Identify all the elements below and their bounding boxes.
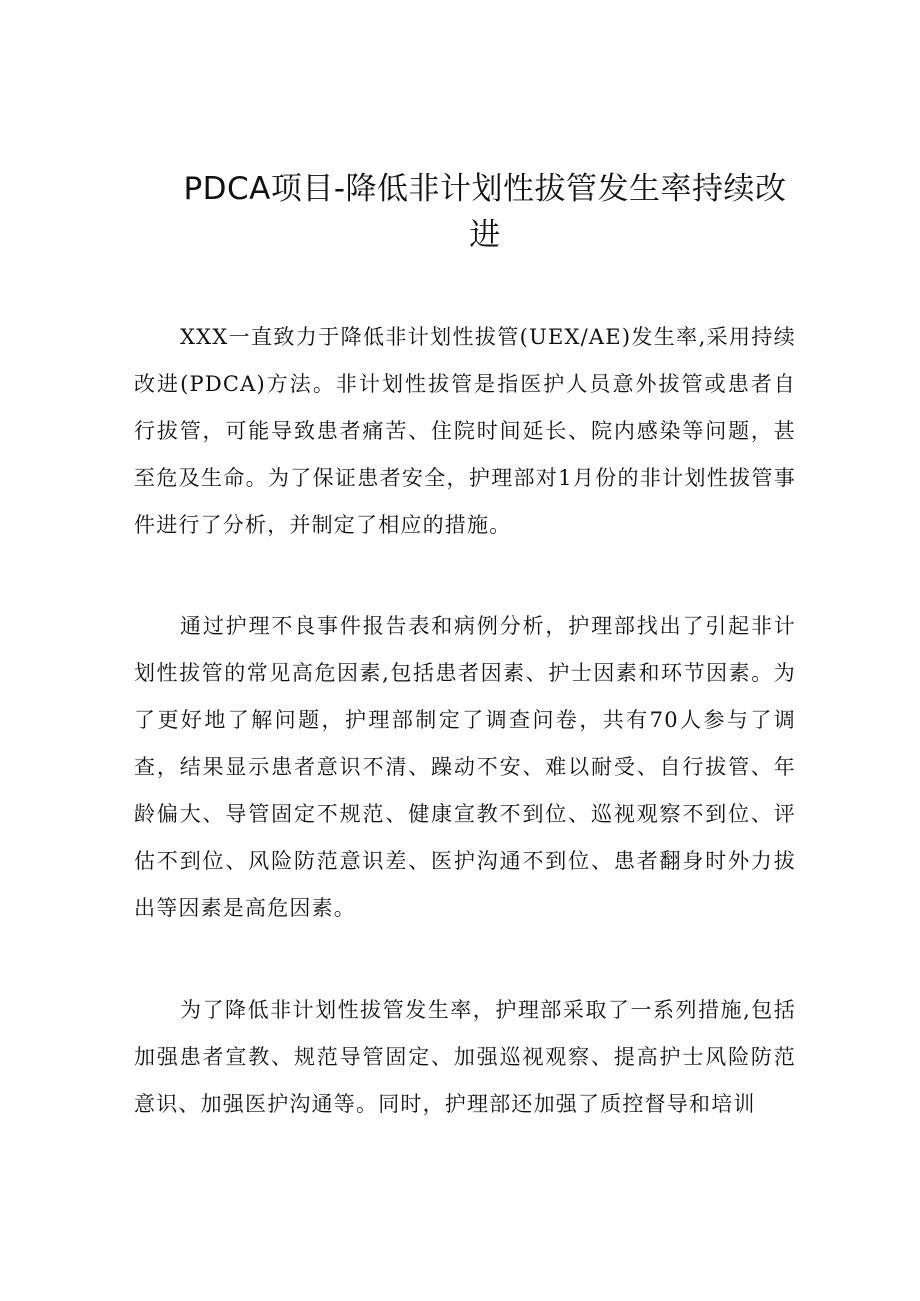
paragraph-analysis: 通过护理不良事件报告表和病例分析，护理部找出了引起非计划性拔管的常见高危因素,包括患者因素、护士因素和环节因素。为了更好地了解问题，护理部制定了调查问卷，共有70人参与了调查，结果显示患者意识不清、躁动不安、难以耐受、自行拔管、年龄偏大、导管固定不规范、健康宣教不到位、巡视观察不到位、评估不到位、风险防范意识差、医护沟通不到位、患者翻身时外力拔出等因素是高危因素。 (134, 614, 796, 920)
paragraph-measures: 为了降低非计划性拔管发生率，护理部采取了一系列措施,包括加强患者宣教、规范导管固定、加强巡视观察、提高护士风险防范意识、加强医护沟通等。同时，护理部还加强了质控督导和培训 (134, 998, 796, 1116)
paragraph-intro: XXX一直致力于降低非计划性拔管(UEX/AE)发生率,采用持续改进(PDCA)方法。非计划性拔管是指医护人员意外拔管或患者自行拔管，可能导致患者痛苦、住院时间延长、院内感染等问题，甚至危及生命。为了保证患者安全，护理部对1月份的非计划性拔管事件进行了分析，并制定了相应的措施。 (134, 325, 796, 537)
document-title: PDCA项目-降低非计划性拔管发生率持续改进 (183, 171, 787, 253)
